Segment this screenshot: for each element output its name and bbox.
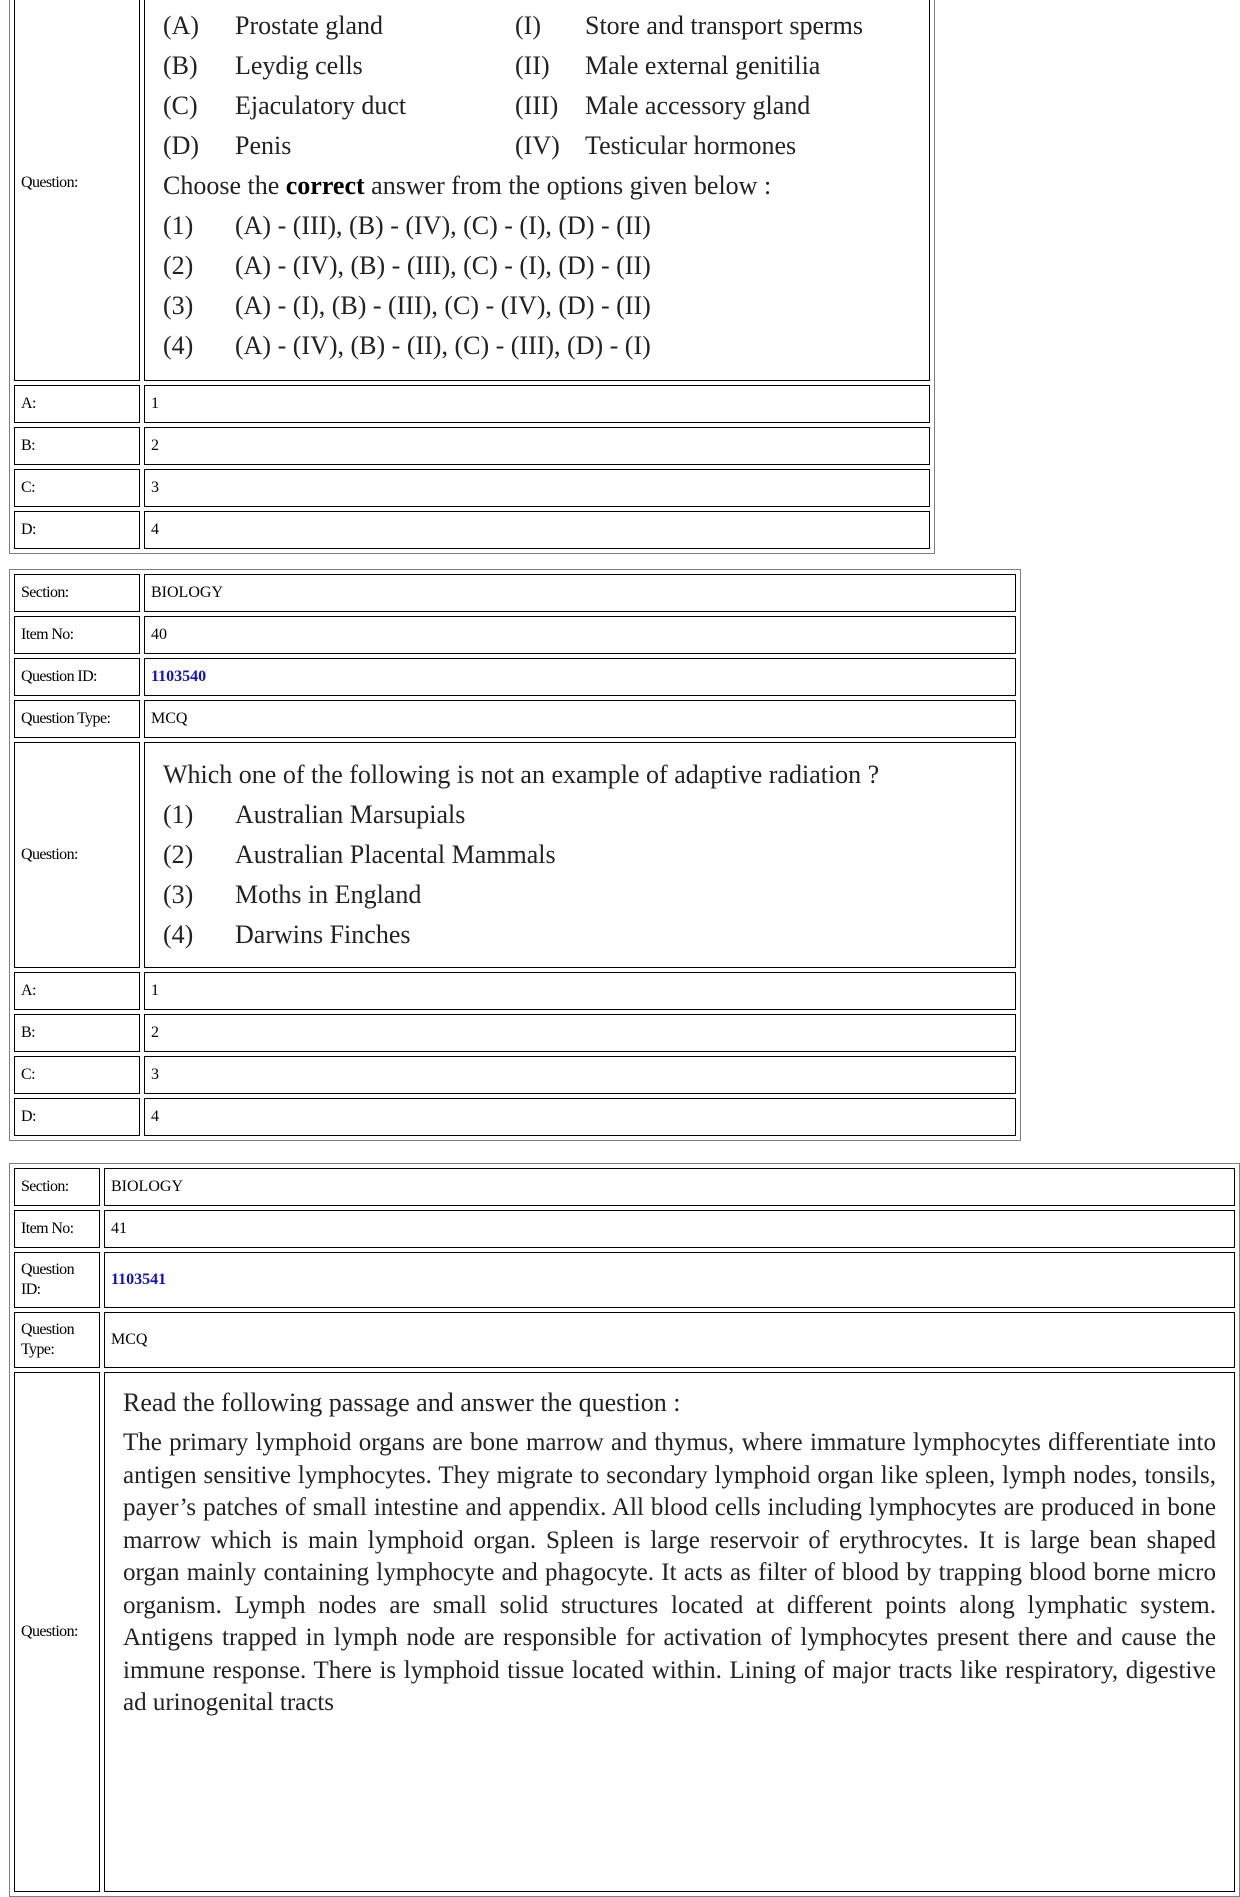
answer-value: 1 xyxy=(144,385,930,423)
question-id-value xyxy=(104,1252,1235,1308)
answer-row-b xyxy=(14,1014,1016,1052)
question-table-40 xyxy=(9,569,1021,1141)
question-row xyxy=(14,0,930,381)
match-row: (D) Penis (IV) Testicular hormones xyxy=(163,131,797,160)
section-value: BIOLOGY xyxy=(144,574,1016,612)
item-row xyxy=(14,616,1016,654)
option-row: (2) (A) - (IV), (B) - (III), (C) - (I), (D) - (II) xyxy=(163,251,651,280)
item-row xyxy=(14,1210,1235,1248)
question-id-row xyxy=(14,1252,1235,1308)
question-type-value: MCQ xyxy=(144,700,1016,738)
item-value: 40 xyxy=(144,616,1016,654)
option-row: (3) Moths in England xyxy=(163,880,422,909)
question-image-text xyxy=(163,6,911,366)
answer-row-c xyxy=(14,1056,1016,1094)
question-image-text xyxy=(163,755,997,955)
match-row: (B) Leydig cells (II) Male external genitilia xyxy=(163,51,821,80)
question-label: Question: xyxy=(14,742,140,968)
question-type-row xyxy=(14,1312,1235,1368)
question-id-value xyxy=(144,658,1016,696)
question-content xyxy=(144,742,1016,968)
answer-value: 2 xyxy=(144,427,930,465)
question-row xyxy=(14,742,1016,968)
answer-row-d xyxy=(14,1098,1016,1136)
answer-row-b xyxy=(14,427,930,465)
question-id-label: Question ID: xyxy=(14,658,140,696)
question-label: Question: xyxy=(14,1372,100,1892)
answer-label: D: xyxy=(14,1098,140,1136)
question-id-row xyxy=(14,658,1016,696)
question-type-value: MCQ xyxy=(104,1312,1235,1368)
match-row: (A) Prostate gland (I) Store and transport sperms xyxy=(163,11,864,40)
answer-label: D: xyxy=(14,511,140,549)
question-table-41 xyxy=(9,1163,1240,1897)
section-row xyxy=(14,1168,1235,1206)
question-content xyxy=(104,1372,1235,1892)
answer-value: 4 xyxy=(144,1098,1016,1136)
answer-row-a xyxy=(14,385,930,423)
section-value: BIOLOGY xyxy=(104,1168,1235,1206)
item-label: Item No: xyxy=(14,1210,100,1248)
item-value: 41 xyxy=(104,1210,1235,1248)
answer-row-d xyxy=(14,511,930,549)
question-row xyxy=(14,1372,1235,1892)
question-table-39 xyxy=(9,0,935,554)
option-row: (2) Australian Placental Mammals xyxy=(163,840,556,869)
question-stem: Which one of the following is not an example of adaptive radiation ? xyxy=(163,760,880,789)
answer-row-a xyxy=(14,972,1016,1010)
answer-value: 3 xyxy=(144,469,930,507)
answer-label: C: xyxy=(14,1056,140,1094)
question-type-label: Question Type: xyxy=(14,1312,100,1368)
option-row: (3) (A) - (I), (B) - (III), (C) - (IV), (D) - (II) xyxy=(163,291,651,320)
question-type-row xyxy=(14,700,1016,738)
question-id-label: Question ID: xyxy=(14,1252,100,1308)
question-type-label: Question Type: xyxy=(14,700,140,738)
question-label: Question: xyxy=(14,0,140,381)
answer-value: 4 xyxy=(144,511,930,549)
passage-intro: Read the following passage and answer the question : xyxy=(123,1388,681,1417)
answer-label: B: xyxy=(14,1014,140,1052)
question-image-text xyxy=(123,1383,1216,1720)
answer-label: C: xyxy=(14,469,140,507)
section-label: Section: xyxy=(14,574,140,612)
answer-label: A: xyxy=(14,972,140,1010)
question-id: 1103540 xyxy=(151,668,207,685)
answer-value: 2 xyxy=(144,1014,1016,1052)
option-row: (4) Darwins Finches xyxy=(163,920,411,949)
match-row: (C) Ejaculatory duct (III) Male accessory gland xyxy=(163,91,811,120)
choose-instruction: Choose the correct answer from the options given below : xyxy=(163,171,772,200)
answer-value: 3 xyxy=(144,1056,1016,1094)
option-row: (4) (A) - (IV), (B) - (II), (C) - (III), (D) - (I) xyxy=(163,331,651,360)
option-row: (1) (A) - (III), (B) - (IV), (C) - (I), (D) - (II) xyxy=(163,211,651,240)
question-id: 1103541 xyxy=(111,1271,167,1288)
answer-label: A: xyxy=(14,385,140,423)
section-row xyxy=(14,574,1016,612)
answer-value: 1 xyxy=(144,972,1016,1010)
answer-label: B: xyxy=(14,427,140,465)
section-label: Section: xyxy=(14,1168,100,1206)
question-content xyxy=(144,0,930,381)
item-label: Item No: xyxy=(14,616,140,654)
option-row: (1) Australian Marsupials xyxy=(163,800,466,829)
answer-row-c xyxy=(14,469,930,507)
passage-text: The primary lymphoid organs are bone marrow and thymus, where immature lymphocytes differentiate into antigen sensitive lymphocytes. They migrate to secondary lymphoid organ like spleen, lymph nodes, tonsils, payer’s patches of small intestine and appendix. All blood cells including lymphocytes are produced in bone marrow which is main lymphoid organ. Spleen is large reservoir of erythrocytes. It is large bean shaped organ mainly containing lymphocyte and phagocyte. It acts as filter of blood by trapping blood borne micro organism. Lymph nodes are small solid structures located at different points along lymphatic system. Antigens trapped in lymph node are responsible for activation of lymphocytes present there and cause the immune response. There is lymphoid tissue located within. Lining of major tracts like respiratory, digestive ad urinogenital tracts xyxy=(123,1429,1216,1716)
